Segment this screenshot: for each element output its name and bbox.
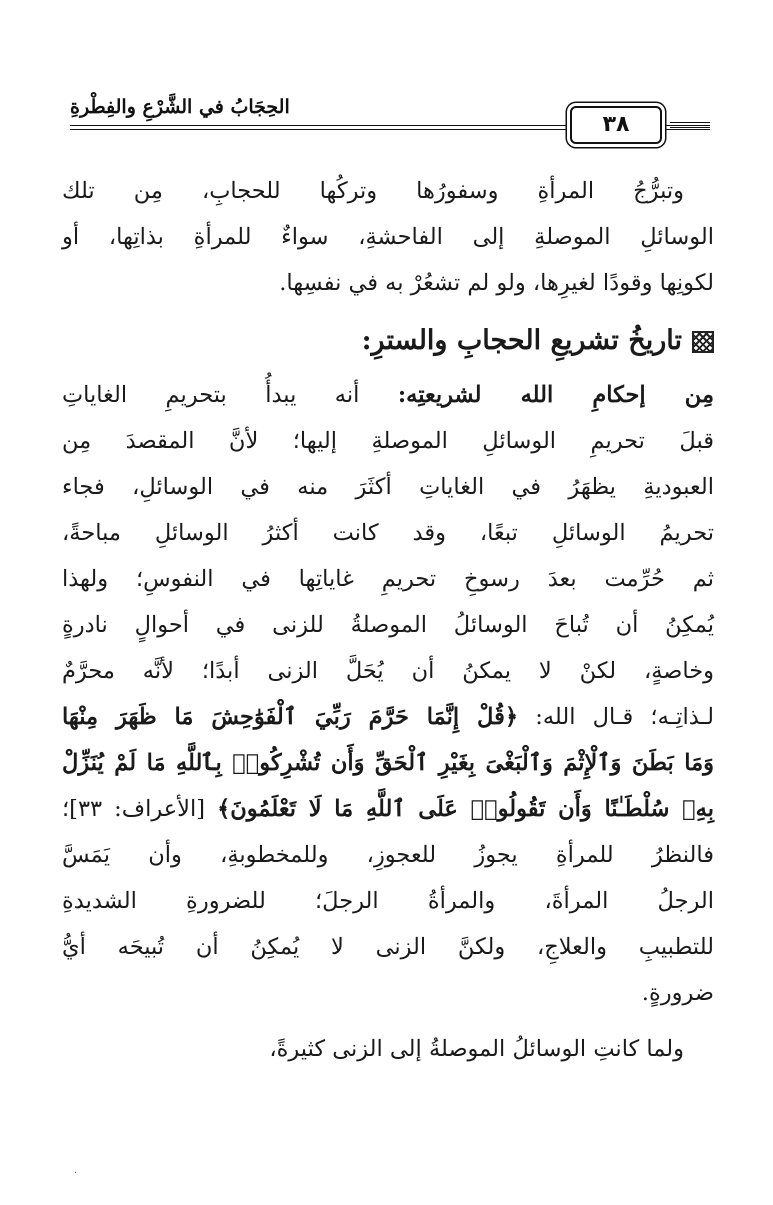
paragraph-3 xyxy=(62,1026,714,1072)
quran-verse: ﴿قُلْ إِنَّمَا حَرَّمَ رَبِّيَ ٱلْفَوَٰحِشَ مَا ظَهَرَ مِنْهَا xyxy=(62,704,519,730)
section-heading-text: تاريخُ تشريعِ الحجابِ والسترِ: xyxy=(361,325,682,356)
text-line: وتبرُّجُ المرأةِ وسفورُها وتركُها للحجابِ، مِن تلك xyxy=(62,178,684,204)
header-right-rule-double xyxy=(670,127,710,128)
quran-verse: وَمَا بَطَنَ وَٱلْإِثْمَ وَٱلْبَغْىَ بِغَيْرِ ٱلْحَقِّ وَأَن تُشْرِكُوا۟ بِٱللَّهِ مَا لَمْ يُنَزِّلْ xyxy=(62,750,714,776)
book-title: الحِجَابُ في الشَّرْعِ والفِطْرةِ xyxy=(70,96,290,118)
text-line: فالنظرُ للمرأةِ يجوزُ للعجوزِ، وللمخطوبةِ، وأن يَمَسَّ xyxy=(62,842,714,868)
text-line: ثم حُرِّمت بعدَ رسوخِ تحريمِ غاياتِها في النفوسِ؛ ولهذا xyxy=(62,566,714,592)
text-line: تحريمُ الوسائلِ تبعًا، وقد كانت أكثرُ الوسائلِ مباحةً، xyxy=(62,520,714,546)
header-right-rule xyxy=(670,122,710,123)
running-header xyxy=(70,92,710,142)
quran-verse: بِهِۦ سُلْطَـٰنًا وَأَن تَقُولُوا۟ عَلَى ٱللَّهِ مَا لَا تَعْلَمُونَ﴾ xyxy=(217,796,715,822)
ornament-icon xyxy=(692,331,714,353)
text-line: قبلَ تحريمِ الوسائلِ الموصلةِ إليها؛ لأنَّ المقصدَ مِن xyxy=(62,428,714,454)
verse-citation: [الأعراف: ٣٣]؛ xyxy=(62,796,206,822)
page-number: ٣٨ xyxy=(570,106,662,144)
text-line xyxy=(62,740,714,786)
text-line: ضرورةٍ. xyxy=(641,980,714,1006)
paragraph-1 xyxy=(62,168,714,306)
paragraph-2 xyxy=(62,372,714,1016)
print-dot: · xyxy=(74,1168,78,1179)
section-heading xyxy=(62,310,714,372)
paragraph-lead: مِن إحكامِ الله لشريعتِه: xyxy=(397,382,714,408)
text-line: الرجلُ المرأةَ، والمرأةُ الرجلَ؛ للضرورةِ الشديدةِ xyxy=(62,888,714,914)
text-line xyxy=(62,786,714,832)
text-line: وخاصةٍ، لكنْ لا يمكنُ أن يُحَلَّ الزنى أبدًا؛ لأنَّه محرَّمٌ xyxy=(62,658,714,684)
text-line: مِن إحكامِ الله لشريعتِه: أنه يبدأُ بتحريمِ الغاياتِ xyxy=(62,382,714,408)
text-line: الوسائلِ الموصلةِ إلى الفاحشةِ، سواءٌ للمرأةِ بذاتِها، أو xyxy=(62,224,714,250)
text-line: يُمكِنُ أن تُباحَ الوسائلُ الموصلةُ للزنى في أحوالٍ نادرةٍ xyxy=(62,612,714,638)
page-body xyxy=(62,168,714,1072)
text-line: للتطبيبِ والعلاجِ، ولكنَّ الزنى لا يُمكِنُ أن تُبيحَه أيُّ xyxy=(62,934,714,960)
text-line xyxy=(62,694,714,740)
text-line: العبوديةِ يظهَرُ في الغاياتِ أكثَرَ منه في الوسائلِ، فجاء xyxy=(62,474,714,500)
text-line: ولما كانتِ الوسائلُ الموصلةُ إلى الزنى كثيرةً، xyxy=(269,1036,684,1062)
quote-intro: لـذاتِـه؛ قـال الله: xyxy=(535,704,714,730)
text-line: لكونِها وقودًا لغيرِها، ولو لم تشعُرْ به في نفسِها. xyxy=(279,270,714,296)
